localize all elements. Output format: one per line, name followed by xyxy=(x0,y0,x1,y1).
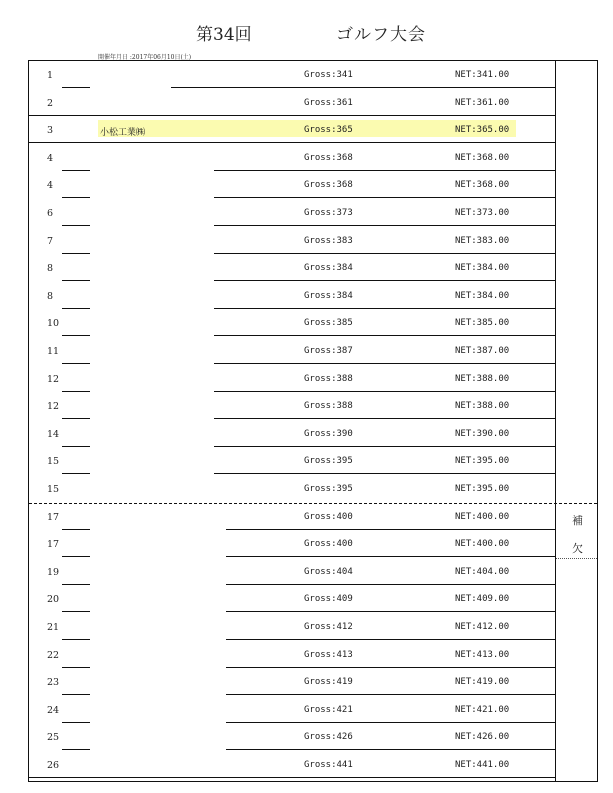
row-gross: Gross:384 xyxy=(304,290,353,301)
row-gross: Gross:388 xyxy=(304,401,353,412)
row-rank: 17 xyxy=(47,539,60,551)
row-net: NET:412.00 xyxy=(455,622,510,632)
table-row xyxy=(28,585,555,612)
table-row xyxy=(28,696,555,723)
table-row xyxy=(28,144,555,171)
table-row xyxy=(28,723,555,750)
table-row xyxy=(28,227,555,254)
row-rank: 6 xyxy=(47,208,54,219)
row-net: NET:341.00 xyxy=(455,70,510,80)
row-rank: 2 xyxy=(47,97,54,109)
row-rank: 1 xyxy=(47,70,54,81)
table-row xyxy=(28,337,555,364)
row-rank: 23 xyxy=(47,677,60,689)
row-gross: Gross:441 xyxy=(304,760,353,770)
row-gross: Gross:383 xyxy=(304,235,353,246)
row-gross: Gross:390 xyxy=(304,428,353,439)
row-gross: Gross:385 xyxy=(304,318,353,329)
table-row xyxy=(28,558,555,585)
row-net: NET:373.00 xyxy=(455,208,510,218)
table-row xyxy=(28,116,555,143)
side-note-substitute: 補 xyxy=(572,514,583,527)
table-row xyxy=(28,254,555,281)
table-row xyxy=(28,89,555,116)
table-row xyxy=(28,751,555,778)
row-rank: 26 xyxy=(47,760,60,771)
table-row xyxy=(28,365,555,392)
row-gross: Gross:341 xyxy=(304,70,353,80)
row-rank: 11 xyxy=(47,346,60,357)
side-column-divider xyxy=(555,60,556,782)
table-row xyxy=(28,641,555,668)
row-gross: Gross:409 xyxy=(304,594,353,605)
event-date: 開催年月日 :2017年06月10日(土) xyxy=(98,54,192,61)
row-net: NET:419.00 xyxy=(455,677,510,688)
table-row xyxy=(28,420,555,447)
row-net: NET:368.00 xyxy=(455,180,510,191)
row-net: NET:361.00 xyxy=(455,97,510,108)
row-rank: 7 xyxy=(47,235,54,247)
table-row xyxy=(28,392,555,419)
row-gross: Gross:412 xyxy=(304,622,353,632)
table-row xyxy=(28,503,555,530)
row-rank: 10 xyxy=(47,318,60,330)
row-gross: Gross:400 xyxy=(304,539,353,550)
row-rank: 14 xyxy=(47,428,60,440)
row-gross: Gross:387 xyxy=(304,346,353,356)
row-rank: 8 xyxy=(47,263,54,275)
row-gross: Gross:395 xyxy=(304,484,353,494)
row-gross: Gross:384 xyxy=(304,263,353,274)
row-rank: 15 xyxy=(47,484,60,495)
row-net: NET:400.00 xyxy=(455,511,510,522)
table-row xyxy=(28,668,555,695)
table-row xyxy=(28,199,555,226)
row-gross: Gross:365 xyxy=(304,125,353,136)
row-gross: Gross:400 xyxy=(304,511,353,522)
row-gross: Gross:426 xyxy=(304,732,353,743)
row-rank: 22 xyxy=(47,649,60,661)
side-note-absent: 欠 xyxy=(572,542,583,555)
row-net: NET:409.00 xyxy=(455,594,510,605)
row-rank: 20 xyxy=(47,594,60,606)
row-name: 小松工業㈱ xyxy=(100,128,146,139)
row-rank: 4 xyxy=(47,152,54,164)
row-rank: 3 xyxy=(47,125,54,137)
row-net: NET:383.00 xyxy=(455,235,510,246)
table-row xyxy=(28,613,555,640)
table-row xyxy=(28,61,555,88)
row-net: NET:404.00 xyxy=(455,566,510,577)
table-row xyxy=(28,530,555,557)
cutoff-separator xyxy=(29,503,597,504)
row-rank: 12 xyxy=(47,401,60,413)
row-rank: 12 xyxy=(47,373,60,385)
row-rank: 15 xyxy=(47,456,60,468)
table-row xyxy=(28,171,555,198)
row-rank: 8 xyxy=(47,290,54,302)
row-rank: 21 xyxy=(47,622,60,633)
row-net: NET:368.00 xyxy=(455,152,510,163)
row-rank: 24 xyxy=(47,704,60,716)
row-net: NET:384.00 xyxy=(455,263,510,274)
row-net: NET:400.00 xyxy=(455,539,510,550)
table-row xyxy=(28,309,555,336)
row-gross: Gross:421 xyxy=(304,704,353,715)
table-row xyxy=(28,475,555,502)
row-gross: Gross:395 xyxy=(304,456,353,467)
row-net: NET:388.00 xyxy=(455,373,510,384)
row-gross: Gross:361 xyxy=(304,97,353,108)
row-rank: 17 xyxy=(47,511,60,523)
row-net: NET:421.00 xyxy=(455,704,510,715)
row-net: NET:390.00 xyxy=(455,428,510,439)
row-gross: Gross:368 xyxy=(304,152,353,163)
row-net: NET:395.00 xyxy=(455,484,510,494)
row-net: NET:387.00 xyxy=(455,346,510,356)
row-gross: Gross:404 xyxy=(304,566,353,577)
row-gross: Gross:373 xyxy=(304,208,353,218)
row-net: NET:395.00 xyxy=(455,456,510,467)
page-title-event: ゴルフ大会 xyxy=(336,25,426,45)
table-row xyxy=(28,282,555,309)
row-gross: Gross:368 xyxy=(304,180,353,191)
row-rank: 19 xyxy=(47,566,60,578)
row-net: NET:388.00 xyxy=(455,401,510,412)
page-title-round: 第34回 xyxy=(196,25,252,45)
row-net: NET:441.00 xyxy=(455,760,510,770)
side-note-divider xyxy=(556,558,597,559)
row-net: NET:365.00 xyxy=(455,125,510,136)
row-net: NET:385.00 xyxy=(455,318,510,329)
row-net: NET:426.00 xyxy=(455,732,510,743)
row-gross: Gross:413 xyxy=(304,649,353,660)
row-net: NET:384.00 xyxy=(455,290,510,301)
table-row xyxy=(28,447,555,474)
row-gross: Gross:388 xyxy=(304,373,353,384)
row-gross: Gross:419 xyxy=(304,677,353,688)
row-rank: 4 xyxy=(47,180,54,192)
row-rank: 25 xyxy=(47,732,60,744)
row-rule xyxy=(28,777,555,778)
row-net: NET:413.00 xyxy=(455,649,510,660)
